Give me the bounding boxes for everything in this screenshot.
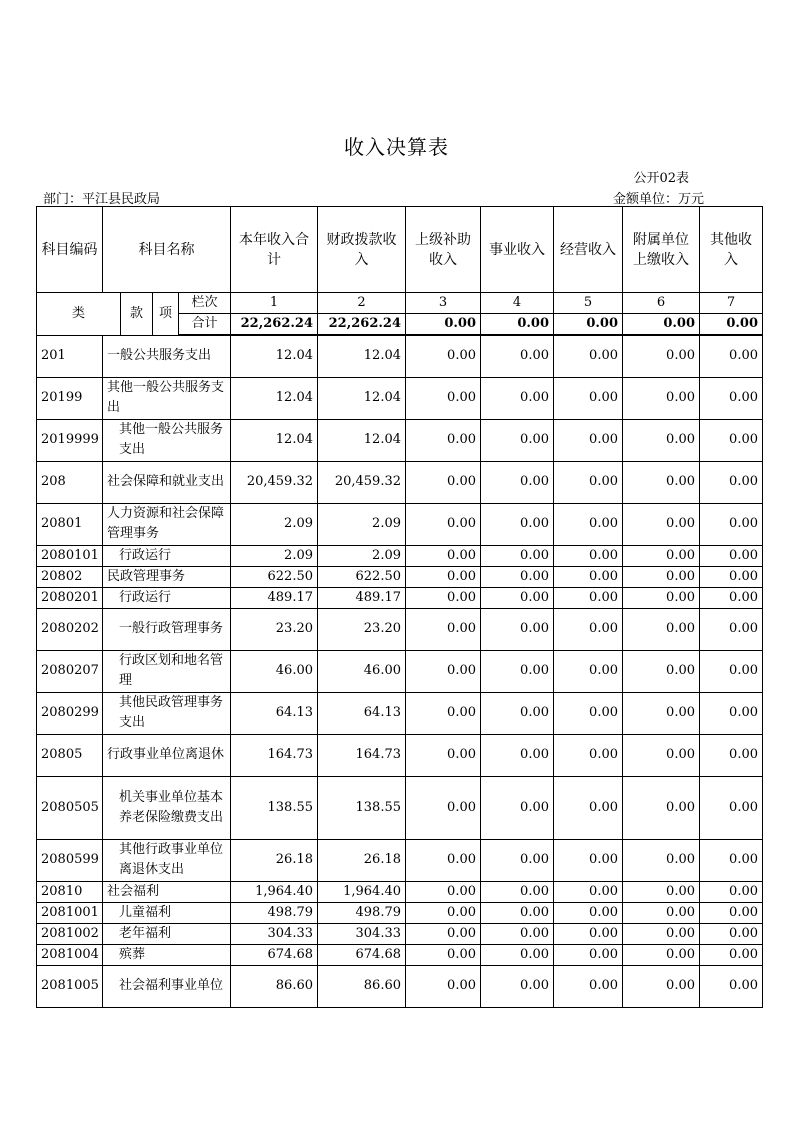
- row-value-col-5: 0.00: [554, 503, 623, 545]
- lanci-label: 栏次: [179, 293, 231, 314]
- row-code: 20802: [37, 566, 103, 587]
- row-value-col-5: 0.00: [554, 776, 623, 839]
- row-value-col-2: 138.55: [318, 776, 406, 839]
- table-row: [37, 503, 763, 545]
- row-value-col-6: 0.00: [623, 692, 700, 734]
- table-row: [37, 419, 763, 461]
- row-value-col-5: 0.00: [554, 965, 623, 1007]
- row-value-col-7: 0.00: [700, 776, 763, 839]
- row-value-col-6: 0.00: [623, 734, 700, 776]
- row-value-col-1: 138.55: [231, 776, 318, 839]
- row-value-col-1: 86.60: [231, 965, 318, 1007]
- row-value-col-2: 12.04: [318, 335, 406, 377]
- page-title: 收入决算表: [344, 135, 449, 159]
- header-col-4: 事业收入: [481, 207, 554, 293]
- row-code: 208: [37, 461, 103, 503]
- row-value-col-4: 0.00: [481, 587, 554, 608]
- row-value-col-5: 0.00: [554, 566, 623, 587]
- row-name: 机关事业单位基本养老保险缴费支出: [103, 776, 231, 839]
- income-final-accounts-table: [36, 206, 763, 1008]
- row-value-col-1: 12.04: [231, 419, 318, 461]
- row-code: 2081002: [37, 923, 103, 944]
- row-value-col-5: 0.00: [554, 839, 623, 881]
- row-name: 其他行政事业单位离退休支出: [103, 839, 231, 881]
- row-value-col-6: 0.00: [623, 965, 700, 1007]
- total-col-6: 0.00: [623, 314, 700, 336]
- row-code: 2080207: [37, 650, 103, 692]
- row-value-col-3: 0.00: [406, 965, 481, 1007]
- header-col-1: 本年收入合计: [231, 207, 318, 293]
- row-value-col-4: 0.00: [481, 839, 554, 881]
- row-value-col-2: 304.33: [318, 923, 406, 944]
- row-code: 20801: [37, 503, 103, 545]
- row-value-col-5: 0.00: [554, 608, 623, 650]
- row-code: 2080505: [37, 776, 103, 839]
- row-code: 2019999: [37, 419, 103, 461]
- table-row: [37, 461, 763, 503]
- col-number-3: 3: [406, 293, 481, 314]
- row-value-col-3: 0.00: [406, 335, 481, 377]
- row-name: 老年福利: [103, 923, 231, 944]
- row-value-col-3: 0.00: [406, 881, 481, 902]
- row-value-col-5: 0.00: [554, 650, 623, 692]
- row-value-col-7: 0.00: [700, 377, 763, 419]
- row-value-col-6: 0.00: [623, 650, 700, 692]
- table-row: [37, 566, 763, 587]
- total-col-1: 22,262.24: [231, 314, 318, 336]
- row-value-col-7: 0.00: [700, 923, 763, 944]
- table-row: [37, 965, 763, 1007]
- row-value-col-2: 1,964.40: [318, 881, 406, 902]
- amount-unit-label: 金额单位：万元: [613, 192, 705, 207]
- heji-label: 合计: [179, 314, 231, 336]
- row-value-col-4: 0.00: [481, 566, 554, 587]
- row-code: 2081001: [37, 902, 103, 923]
- table-row: [37, 923, 763, 944]
- row-name: 社会福利: [103, 881, 231, 902]
- row-name: 行政区划和地名管理: [103, 650, 231, 692]
- row-value-col-3: 0.00: [406, 650, 481, 692]
- row-value-col-3: 0.00: [406, 587, 481, 608]
- row-code: 2081004: [37, 944, 103, 965]
- header-col-7: 其他收入: [700, 207, 763, 293]
- row-value-col-4: 0.00: [481, 419, 554, 461]
- row-value-col-2: 46.00: [318, 650, 406, 692]
- header-col-3: 上级补助收入: [406, 207, 481, 293]
- row-value-col-7: 0.00: [700, 335, 763, 377]
- row-value-col-4: 0.00: [481, 923, 554, 944]
- row-value-col-7: 0.00: [700, 419, 763, 461]
- row-name: 民政管理事务: [103, 566, 231, 587]
- row-value-col-1: 2.09: [231, 545, 318, 566]
- row-value-col-2: 12.04: [318, 377, 406, 419]
- lei-label: 类: [37, 293, 121, 336]
- table-row: [37, 608, 763, 650]
- header-name: 科目名称: [103, 207, 231, 293]
- row-name: 其他一般公共服务支出: [103, 377, 231, 419]
- row-name: 其他一般公共服务支出: [103, 419, 231, 461]
- row-value-col-7: 0.00: [700, 902, 763, 923]
- kuan-label: 款: [121, 293, 153, 336]
- row-code: 20805: [37, 734, 103, 776]
- row-value-col-2: 26.18: [318, 839, 406, 881]
- row-value-col-5: 0.00: [554, 692, 623, 734]
- row-value-col-3: 0.00: [406, 776, 481, 839]
- row-value-col-5: 0.00: [554, 587, 623, 608]
- row-value-col-2: 2.09: [318, 503, 406, 545]
- row-value-col-5: 0.00: [554, 545, 623, 566]
- row-value-col-4: 0.00: [481, 377, 554, 419]
- row-value-col-1: 12.04: [231, 335, 318, 377]
- row-value-col-6: 0.00: [623, 944, 700, 965]
- row-value-col-6: 0.00: [623, 776, 700, 839]
- row-value-col-5: 0.00: [554, 902, 623, 923]
- table-row: [37, 587, 763, 608]
- table-row: [37, 692, 763, 734]
- header-code: 科目编码: [37, 207, 103, 293]
- col-number-2: 2: [318, 293, 406, 314]
- row-value-col-1: 2.09: [231, 503, 318, 545]
- row-code: 2081005: [37, 965, 103, 1007]
- row-value-col-7: 0.00: [700, 587, 763, 608]
- row-value-col-3: 0.00: [406, 461, 481, 503]
- xiang-label: 项: [153, 293, 179, 336]
- row-value-col-5: 0.00: [554, 461, 623, 503]
- row-value-col-6: 0.00: [623, 902, 700, 923]
- table-row: [37, 776, 763, 839]
- col-number-6: 6: [623, 293, 700, 314]
- row-value-col-4: 0.00: [481, 692, 554, 734]
- row-value-col-1: 1,964.40: [231, 881, 318, 902]
- row-value-col-7: 0.00: [700, 503, 763, 545]
- row-value-col-3: 0.00: [406, 545, 481, 566]
- row-value-col-1: 23.20: [231, 608, 318, 650]
- row-value-col-1: 674.68: [231, 944, 318, 965]
- row-value-col-3: 0.00: [406, 923, 481, 944]
- row-value-col-7: 0.00: [700, 692, 763, 734]
- row-value-col-6: 0.00: [623, 923, 700, 944]
- row-value-col-4: 0.00: [481, 503, 554, 545]
- table-row: [37, 335, 763, 377]
- row-value-col-6: 0.00: [623, 377, 700, 419]
- row-value-col-4: 0.00: [481, 608, 554, 650]
- row-value-col-1: 20,459.32: [231, 461, 318, 503]
- col-number-4: 4: [481, 293, 554, 314]
- row-value-col-3: 0.00: [406, 566, 481, 587]
- row-value-col-1: 64.13: [231, 692, 318, 734]
- form-number: 公开02表: [633, 171, 689, 186]
- row-value-col-3: 0.00: [406, 608, 481, 650]
- table-row: [37, 377, 763, 419]
- row-name: 社会保障和就业支出: [103, 461, 231, 503]
- row-value-col-1: 622.50: [231, 566, 318, 587]
- row-value-col-2: 64.13: [318, 692, 406, 734]
- table-row: [37, 902, 763, 923]
- table-row: [37, 734, 763, 776]
- row-value-col-7: 0.00: [700, 944, 763, 965]
- header-row: [37, 207, 763, 293]
- row-name: 其他民政管理事务支出: [103, 692, 231, 734]
- row-value-col-7: 0.00: [700, 881, 763, 902]
- row-name: 一般行政管理事务: [103, 608, 231, 650]
- row-value-col-3: 0.00: [406, 692, 481, 734]
- table-row: [37, 944, 763, 965]
- row-value-col-3: 0.00: [406, 377, 481, 419]
- row-value-col-3: 0.00: [406, 503, 481, 545]
- row-code: 2080599: [37, 839, 103, 881]
- row-value-col-1: 304.33: [231, 923, 318, 944]
- row-value-col-2: 489.17: [318, 587, 406, 608]
- row-code: 2080202: [37, 608, 103, 650]
- total-col-3: 0.00: [406, 314, 481, 336]
- header-col-5: 经营收入: [554, 207, 623, 293]
- row-value-col-2: 674.68: [318, 944, 406, 965]
- row-value-col-2: 164.73: [318, 734, 406, 776]
- row-value-col-6: 0.00: [623, 839, 700, 881]
- col-number-5: 5: [554, 293, 623, 314]
- row-value-col-5: 0.00: [554, 335, 623, 377]
- col-number-1: 1: [231, 293, 318, 314]
- row-value-col-3: 0.00: [406, 902, 481, 923]
- row-value-col-2: 2.09: [318, 545, 406, 566]
- row-value-col-4: 0.00: [481, 335, 554, 377]
- department-label: 部门：平江县民政局: [43, 192, 161, 207]
- row-value-col-3: 0.00: [406, 839, 481, 881]
- row-value-col-6: 0.00: [623, 566, 700, 587]
- row-code: 201: [37, 335, 103, 377]
- row-name: 行政事业单位离退休: [103, 734, 231, 776]
- row-code: 2080101: [37, 545, 103, 566]
- row-value-col-3: 0.00: [406, 944, 481, 965]
- row-value-col-1: 498.79: [231, 902, 318, 923]
- row-value-col-4: 0.00: [481, 650, 554, 692]
- row-value-col-4: 0.00: [481, 881, 554, 902]
- row-name: 一般公共服务支出: [103, 335, 231, 377]
- row-value-col-5: 0.00: [554, 923, 623, 944]
- row-name: 儿童福利: [103, 902, 231, 923]
- row-value-col-5: 0.00: [554, 419, 623, 461]
- row-name: 殡葬: [103, 944, 231, 965]
- total-col-5: 0.00: [554, 314, 623, 336]
- row-name: 社会福利事业单位: [103, 965, 231, 1007]
- row-value-col-4: 0.00: [481, 776, 554, 839]
- row-code: 2080299: [37, 692, 103, 734]
- row-value-col-1: 12.04: [231, 377, 318, 419]
- row-value-col-7: 0.00: [700, 545, 763, 566]
- row-value-col-3: 0.00: [406, 734, 481, 776]
- row-value-col-4: 0.00: [481, 965, 554, 1007]
- row-value-col-2: 20,459.32: [318, 461, 406, 503]
- total-col-2: 22,262.24: [318, 314, 406, 336]
- row-value-col-7: 0.00: [700, 608, 763, 650]
- row-value-col-5: 0.00: [554, 881, 623, 902]
- row-value-col-6: 0.00: [623, 608, 700, 650]
- row-value-col-4: 0.00: [481, 461, 554, 503]
- row-value-col-6: 0.00: [623, 461, 700, 503]
- column-number-row: [37, 293, 763, 314]
- row-value-col-6: 0.00: [623, 545, 700, 566]
- row-value-col-6: 0.00: [623, 503, 700, 545]
- row-value-col-4: 0.00: [481, 902, 554, 923]
- table-row: [37, 545, 763, 566]
- row-value-col-1: 489.17: [231, 587, 318, 608]
- row-value-col-6: 0.00: [623, 335, 700, 377]
- table-row: [37, 839, 763, 881]
- row-value-col-1: 26.18: [231, 839, 318, 881]
- row-value-col-1: 46.00: [231, 650, 318, 692]
- total-col-7: 0.00: [700, 314, 763, 336]
- header-col-6: 附属单位上缴收入: [623, 207, 700, 293]
- row-value-col-7: 0.00: [700, 839, 763, 881]
- row-code: 20810: [37, 881, 103, 902]
- row-value-col-6: 0.00: [623, 881, 700, 902]
- total-col-4: 0.00: [481, 314, 554, 336]
- header-col-2: 财政拨款收入: [318, 207, 406, 293]
- row-code: 20199: [37, 377, 103, 419]
- row-value-col-2: 498.79: [318, 902, 406, 923]
- row-value-col-4: 0.00: [481, 944, 554, 965]
- row-value-col-1: 164.73: [231, 734, 318, 776]
- row-value-col-2: 86.60: [318, 965, 406, 1007]
- row-value-col-7: 0.00: [700, 965, 763, 1007]
- row-name: 行政运行: [103, 545, 231, 566]
- row-value-col-7: 0.00: [700, 734, 763, 776]
- row-value-col-2: 23.20: [318, 608, 406, 650]
- row-name: 行政运行: [103, 587, 231, 608]
- row-value-col-3: 0.00: [406, 419, 481, 461]
- row-value-col-7: 0.00: [700, 650, 763, 692]
- row-value-col-7: 0.00: [700, 461, 763, 503]
- row-value-col-7: 0.00: [700, 566, 763, 587]
- row-value-col-6: 0.00: [623, 587, 700, 608]
- row-value-col-6: 0.00: [623, 419, 700, 461]
- row-value-col-4: 0.00: [481, 545, 554, 566]
- row-value-col-2: 12.04: [318, 419, 406, 461]
- row-value-col-2: 622.50: [318, 566, 406, 587]
- table-row: [37, 650, 763, 692]
- row-value-col-4: 0.00: [481, 734, 554, 776]
- row-value-col-5: 0.00: [554, 377, 623, 419]
- row-name: 人力资源和社会保障管理事务: [103, 503, 231, 545]
- row-code: 2080201: [37, 587, 103, 608]
- table-row: [37, 881, 763, 902]
- col-number-7: 7: [700, 293, 763, 314]
- row-value-col-5: 0.00: [554, 944, 623, 965]
- row-value-col-5: 0.00: [554, 734, 623, 776]
